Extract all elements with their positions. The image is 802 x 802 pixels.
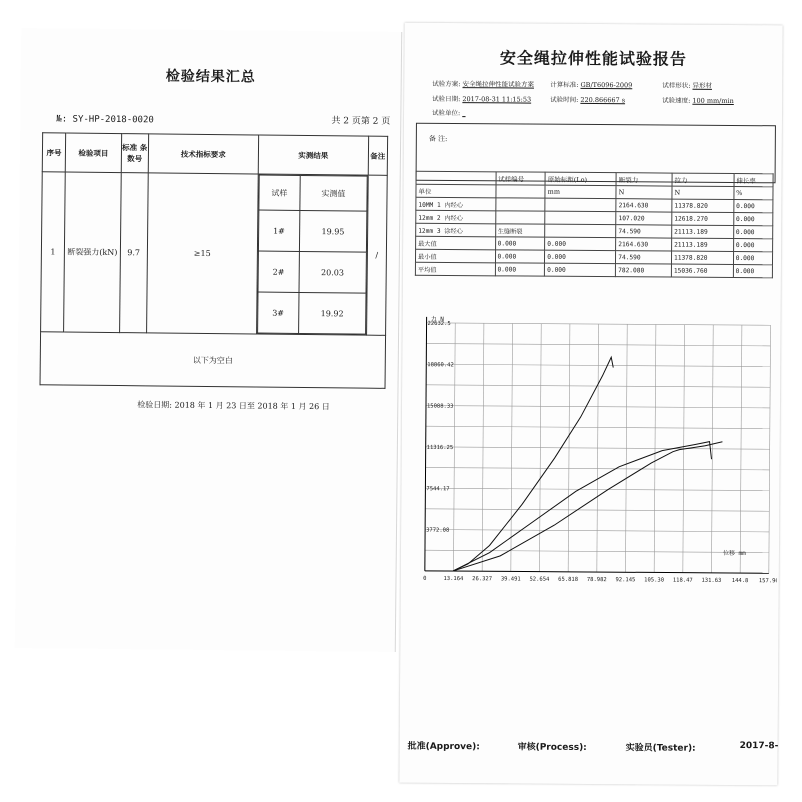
results-unit: N: [616, 186, 672, 199]
x-tick-label: 157.96: [758, 578, 779, 585]
table-cell: 11378.820: [672, 199, 734, 212]
review-label: 审核(Process):: [517, 742, 587, 753]
table-cell: 0.000: [495, 250, 545, 263]
summary-table: [40, 132, 389, 389]
specimen-header: 试样: [259, 175, 300, 210]
table-row: [415, 262, 772, 277]
results-header: [416, 171, 496, 185]
results-header: 试样编号: [496, 172, 546, 185]
results-unit: mm: [545, 185, 616, 198]
row-remark: /: [366, 175, 387, 335]
table-cell: 0.000: [734, 199, 773, 212]
x-tick-label: 13.164: [443, 575, 464, 583]
table-cell: 11378.820: [671, 251, 733, 264]
table-cell: 0.000: [733, 212, 772, 225]
meta-date-value: 2017-08-31 11:15:53: [462, 95, 532, 104]
meta-time-label: 试验时间:: [550, 95, 579, 104]
y-tick-label: 22632.5: [427, 320, 451, 328]
page-indicator: 共 2 页第 2 页: [331, 116, 391, 127]
specimen-value: 20.03: [299, 251, 366, 293]
table-cell: 0.000: [733, 225, 772, 238]
table-cell: [545, 198, 616, 211]
meta-time-value: 220.866667 s: [580, 95, 626, 105]
table-cell: 2164.630: [616, 199, 672, 212]
table-cell: 10MM 1 内经心: [416, 197, 496, 211]
meta-unit-value: _: [462, 109, 466, 118]
notes-label: 备 注:: [428, 134, 448, 143]
x-tick-label: 39.491: [500, 576, 521, 583]
report-title: 安全绳拉伸性能试验报告: [499, 48, 687, 69]
header-requirement: 技术指标要求: [148, 134, 258, 174]
table-cell: 0.000: [733, 264, 772, 277]
summary-page: [15, 28, 402, 652]
row-samples: 9.7: [119, 173, 148, 333]
header-measured: 实测结果: [258, 135, 368, 175]
results-header: 原始标距(Lo): [545, 172, 616, 185]
series-line: [453, 356, 613, 572]
table-cell: 0.000: [495, 237, 545, 250]
table-cell: [545, 211, 616, 224]
table-cell: 12618.270: [672, 212, 734, 225]
test-date: 检验日期: 2018 年 1 月 23 日至 2018 年 1 月 26 日: [137, 400, 330, 412]
meta-speed-value: 100 mm/min: [692, 96, 734, 105]
meta-specimen: [662, 80, 712, 89]
chart-tick-labels: [423, 315, 779, 584]
specimen-id: 2#: [258, 251, 299, 292]
table-cell: 最大值: [416, 236, 496, 250]
chart-series: [453, 356, 723, 573]
blank-note: 以下为空白: [40, 332, 386, 389]
table-cell: 782.080: [616, 264, 672, 277]
table-cell: [495, 211, 545, 224]
meta-unit: [432, 108, 466, 117]
y-tick-label: 11316.25: [426, 444, 454, 452]
table-cell: 2164.630: [616, 238, 672, 251]
specimen-value: 19.95: [299, 210, 366, 252]
measured-table: [257, 175, 368, 335]
report-date: 2017-8-: [739, 741, 779, 752]
table-cell: 74.590: [616, 225, 672, 238]
x-tick-label: 65.818: [558, 576, 579, 583]
y-tick-label: 3772.08: [426, 527, 450, 534]
specimen-id: 3#: [257, 292, 298, 333]
series-line: [453, 440, 723, 573]
results-header: 拉力: [672, 173, 734, 186]
results-header: 断裂力: [616, 173, 672, 186]
results-unit: [495, 185, 545, 198]
meta-method-value: 安全绳拉伸性能试验方案: [462, 80, 535, 89]
table-cell: 74.590: [616, 251, 672, 264]
table-cell: 12mm 3 涂经心: [416, 223, 496, 237]
row-item: 断裂强力(kN): [64, 172, 121, 333]
y-tick-label: 15088.33: [426, 403, 454, 410]
x-tick-label: 105.30: [644, 577, 665, 584]
x-tick-label: 144.8: [731, 577, 749, 585]
header-no: 序号: [42, 133, 66, 172]
table-cell: [545, 224, 616, 237]
x-tick-label: 52.654: [529, 576, 550, 583]
y-tick-label: 18860.42: [427, 362, 454, 369]
table-cell: 0.000: [545, 237, 616, 250]
table-cell: 0.000: [545, 263, 616, 276]
x-tick-label: 0: [423, 575, 427, 582]
value-header: 实测值: [300, 175, 367, 211]
meta-date-label: 试验日期:: [432, 94, 461, 104]
report-page: [399, 23, 782, 786]
results-unit: 单位: [416, 184, 496, 198]
chart-grid: [425, 320, 771, 573]
row-no: 1: [41, 172, 66, 332]
meta-method: [432, 79, 534, 89]
meta-speed-label: 试验速度:: [662, 96, 691, 105]
x-tick-label: 78.982: [586, 576, 607, 584]
measured-cell: [256, 174, 368, 335]
results-header: 伸长率: [734, 173, 773, 186]
table-cell: 最小值: [415, 249, 495, 263]
approve-label: 批准(Approve):: [407, 741, 480, 753]
table-cell: 0.000: [733, 251, 772, 264]
table-cell: [495, 198, 545, 211]
x-axis-label: 位移 mm: [722, 549, 746, 558]
table-cell: 平均值: [415, 262, 495, 276]
meta-standard-value: GB/T6096-2009: [580, 80, 633, 90]
table-cell: 0.000: [495, 263, 545, 276]
meta-speed: [662, 95, 734, 105]
header-item: 检验项目: [65, 133, 121, 173]
meta-unit-label: 试验单位:: [432, 108, 461, 118]
x-tick-label: 118.47: [672, 577, 693, 584]
x-tick-label: 26.327: [472, 576, 493, 583]
row-requirement: ≥15: [146, 173, 258, 334]
table-cell: 0.000: [545, 250, 616, 263]
y-axis-label: 力 N: [430, 315, 444, 323]
table-cell: 21113.189: [672, 238, 734, 251]
header-remark: 备注: [368, 136, 388, 175]
meta-method-label: 试验方案:: [432, 79, 461, 89]
x-tick-label: 131.63: [701, 577, 722, 584]
table-cell: 12mm 2 内经心: [416, 210, 496, 224]
meta-specimen-label: 试样形状:: [662, 81, 691, 90]
meta-standard-label: 计算标准:: [550, 80, 579, 89]
chart-svg: [405, 309, 779, 598]
results-unit: %: [734, 186, 773, 199]
results-unit: N: [672, 186, 734, 199]
meta-date: [432, 94, 531, 104]
meta-standard: [550, 80, 632, 90]
tester-label: 实验员(Tester):: [625, 743, 696, 754]
specimen-id: 1#: [258, 210, 299, 251]
table-cell: 107.020: [616, 212, 672, 225]
summary-title: 检验结果汇总: [165, 68, 256, 86]
table-cell: 生缝断裂: [495, 224, 545, 237]
y-tick-label: 7544.17: [426, 486, 450, 493]
header-samples: 标准 条数号: [121, 134, 149, 173]
force-displacement-chart: [405, 309, 779, 598]
meta-time: [550, 95, 625, 105]
specimen-value: 19.92: [298, 292, 365, 334]
table-cell: 15036.760: [671, 264, 733, 277]
meta-specimen-value: 异形材: [692, 81, 713, 90]
results-table: [415, 171, 774, 278]
report-number: №: SY-HP-2018-0020: [56, 114, 154, 126]
x-tick-label: 92.145: [615, 577, 636, 584]
table-cell: 0.000: [733, 238, 772, 251]
table-cell: 21113.189: [672, 225, 734, 238]
